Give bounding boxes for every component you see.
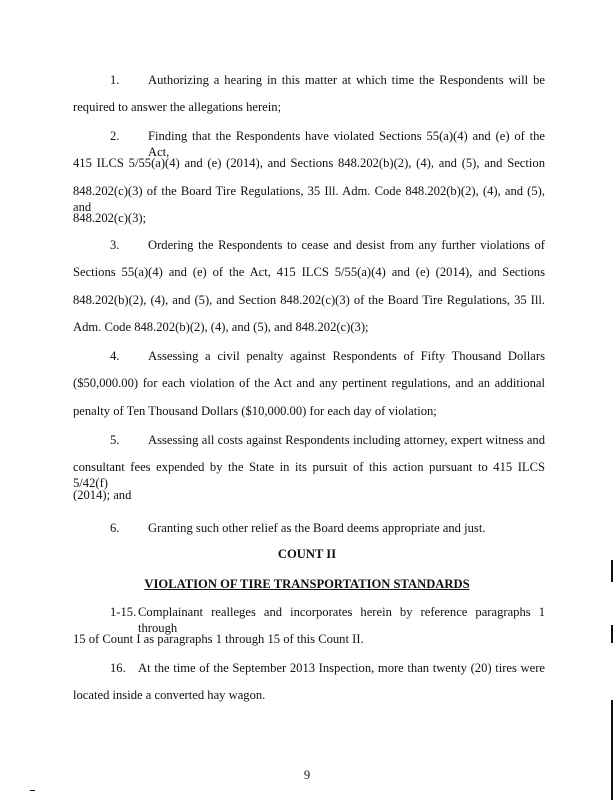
paragraph-line: 15 of Count I as paragraphs 1 through 15 of this Count II. [73, 632, 364, 647]
paragraph-line: 848.202(b)(2), (4), and (5), and Section 848.202(c)(3) of the Board Tire Regulations, 35 Ill. [73, 292, 545, 307]
paragraph-line: Authorizing a hearing in this matter at which time the Respondents will be [148, 73, 545, 87]
paragraph-line: ($50,000.00) for each violation of the Act and any pertinent regulations, and an additional [73, 376, 545, 391]
paragraph-line: Adm. Code 848.202(b)(2), (4), and (5), and 848.202(c)(3); [73, 319, 369, 334]
page-number: 9 [303, 768, 311, 782]
paragraph-line: (2014); and [73, 487, 132, 502]
paragraph-number: 1. [110, 73, 120, 87]
paragraph-line: Assessing all costs against Respondents including attorney, expert witness and [148, 433, 545, 447]
paragraph-line: 848.202(c)(3) of the Board Tire Regulations, 35 Ill. Adm. Code 848.202(b)(2), (4), and (5), and [73, 183, 545, 214]
paragraph-number: 2. [110, 129, 120, 143]
scan-edge-mark [611, 560, 613, 582]
paragraph-number: 16. [110, 661, 126, 675]
count-subheading: VIOLATION OF TIRE TRANSPORTATION STANDARDS [144, 577, 470, 591]
paragraph-line: Ordering the Respondents to cease and desist from any further violations of [148, 238, 545, 252]
paragraph-line: Assessing a civil penalty against Respondents of Fifty Thousand Dollars [148, 349, 545, 363]
paragraph-number: 3. [110, 238, 120, 252]
paragraph-line: Complainant realleges and incorporates herein by reference paragraphs 1 through [138, 605, 545, 635]
paragraph-line: Finding that the Respondents have violated Sections 55(a)(4) and (e) of the Act, [148, 129, 545, 159]
scan-edge-mark [611, 700, 613, 800]
paragraph-number: 1-15. [110, 605, 137, 619]
count-heading: COUNT II [277, 547, 337, 561]
paragraph-line: consultant fees expended by the State in its pursuit of this action pursuant to 415 ILCS 5/42(f) [73, 460, 545, 491]
paragraph-line: Sections 55(a)(4) and (e) of the Act, 415 ILCS 5/55(a)(4) and (e) (2014), and Sections [73, 265, 545, 280]
paragraph-number: 6. [110, 521, 120, 535]
paragraph-number: 5. [110, 433, 120, 447]
paragraph-line: penalty of Ten Thousand Dollars ($10,000.00) for each day of violation; [73, 403, 437, 418]
paragraph-line: 415 ILCS 5/55(a)(4) and (e) (2014), and Sections 848.202(b)(2), (4), and (5), and Section [73, 156, 545, 171]
paragraph-line: At the time of the September 2013 Inspection, more than twenty (20) tires were [138, 661, 545, 675]
paragraph-line: Granting such other relief as the Board deems appropriate and just. [148, 521, 486, 535]
paragraph-number: 4. [110, 349, 120, 363]
scan-edge-mark [611, 625, 613, 643]
paragraph-line: located inside a converted hay wagon. [73, 688, 266, 703]
paragraph-line: 848.202(c)(3); [73, 210, 147, 225]
scan-dash-mark [30, 790, 35, 791]
paragraph-line: required to answer the allegations herein; [73, 100, 282, 115]
